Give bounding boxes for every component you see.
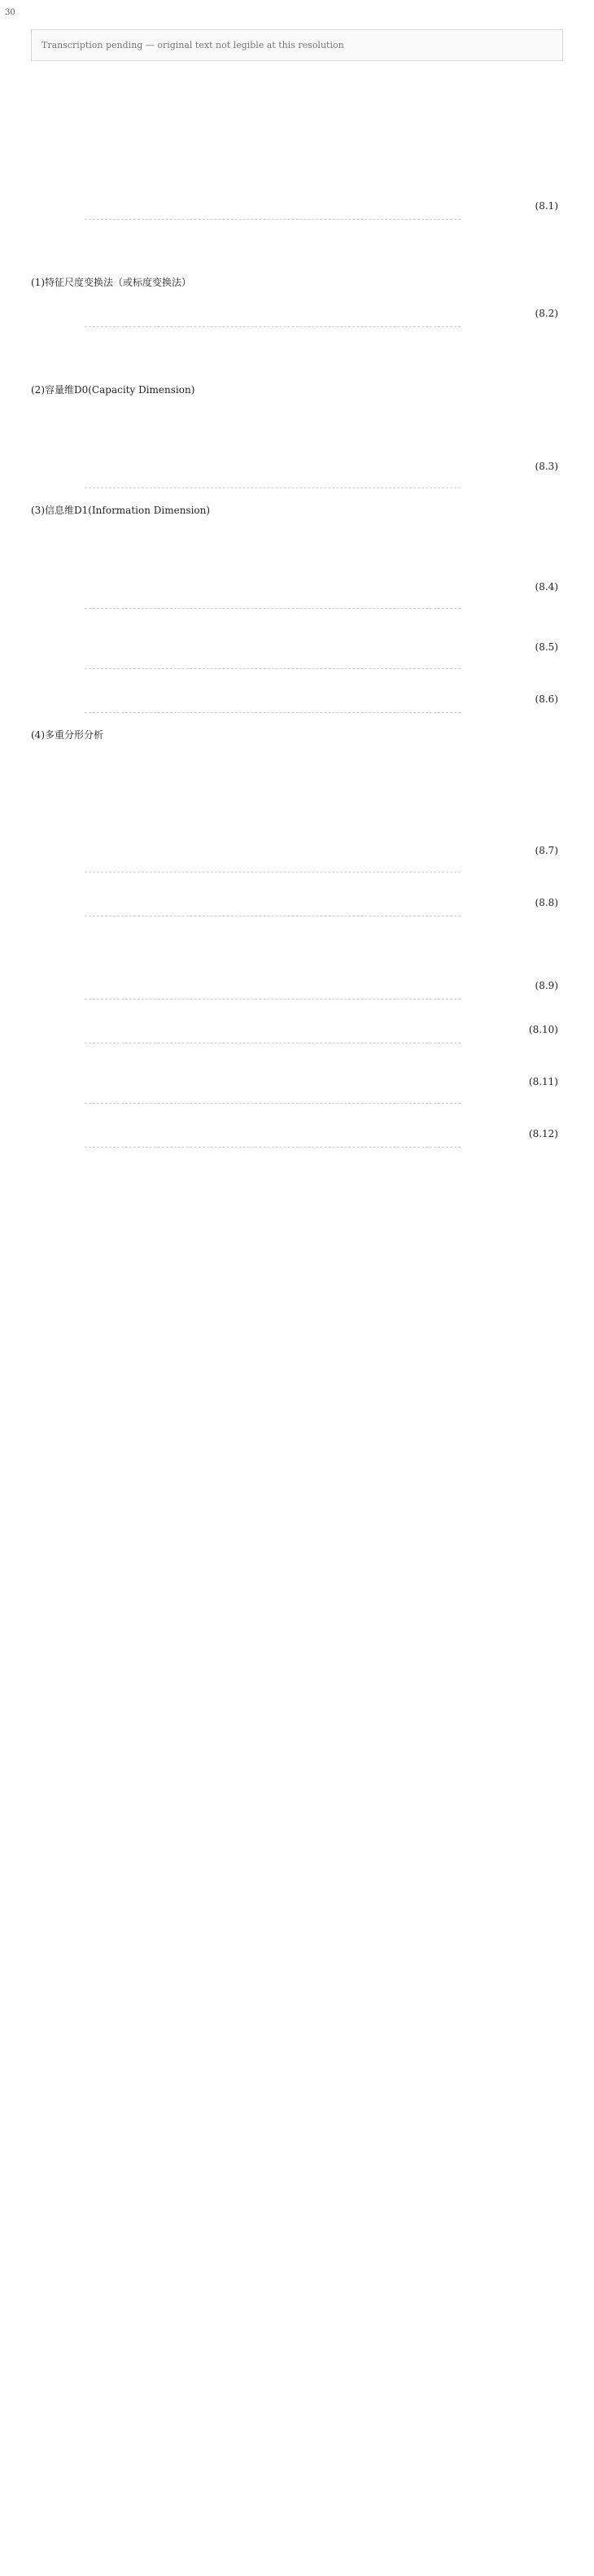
equation-body bbox=[85, 447, 461, 488]
equation-body bbox=[85, 831, 461, 873]
equation bbox=[11, 297, 583, 333]
equation-body bbox=[85, 302, 461, 327]
equation-body bbox=[85, 195, 461, 220]
equation-body bbox=[85, 1018, 461, 1043]
paragraph-placeholder bbox=[11, 341, 583, 374]
paragraph-placeholder bbox=[11, 234, 583, 266]
equation bbox=[11, 1013, 583, 1049]
equation bbox=[11, 623, 583, 675]
paragraph-placeholder bbox=[11, 930, 583, 963]
transcription-note: Transcription pending — original text not legible at this resolution bbox=[31, 29, 563, 61]
equation-number: (8.6) bbox=[535, 693, 558, 705]
paragraph-placeholder bbox=[11, 151, 583, 183]
paragraph-placeholder bbox=[11, 72, 583, 105]
equation bbox=[11, 1057, 583, 1109]
equation bbox=[11, 190, 583, 225]
equation-number: (8.9) bbox=[535, 980, 558, 991]
equation-number: (8.10) bbox=[528, 1024, 558, 1035]
equation-number: (8.11) bbox=[528, 1076, 558, 1087]
paragraph-placeholder bbox=[11, 523, 583, 556]
paragraph-placeholder bbox=[11, 1201, 583, 1233]
paragraph-placeholder bbox=[11, 787, 583, 820]
paragraph-placeholder bbox=[11, 112, 583, 144]
equation bbox=[11, 683, 583, 719]
equation-number: (8.5) bbox=[535, 641, 558, 653]
equation-body bbox=[85, 1122, 461, 1148]
paragraph-placeholder bbox=[11, 403, 583, 435]
section-heading: (2)容量维D0(Capacity Dimension) bbox=[31, 384, 195, 396]
equation-number: (8.2) bbox=[535, 308, 558, 319]
page-number: 30 bbox=[5, 8, 15, 17]
section-heading: (1)特征尺度变换法（或标度变换法） bbox=[31, 277, 191, 288]
equation-number: (8.7) bbox=[535, 845, 558, 856]
equation bbox=[11, 886, 583, 922]
equation-number: (8.12) bbox=[528, 1128, 558, 1139]
equation-body bbox=[85, 891, 461, 916]
equation bbox=[11, 1117, 583, 1153]
equation bbox=[11, 562, 583, 614]
paragraph-placeholder bbox=[11, 1161, 583, 1194]
equation-body bbox=[85, 1062, 461, 1104]
paragraph-placeholder bbox=[11, 748, 583, 781]
equation-number: (8.4) bbox=[535, 581, 558, 593]
equation-body bbox=[85, 688, 461, 713]
equation-number: (8.3) bbox=[535, 461, 558, 472]
equation-body bbox=[85, 974, 461, 999]
section-heading: (3)信息维D1(Information Dimension) bbox=[31, 505, 211, 516]
document-body bbox=[11, 8, 583, 1233]
equation-number: (8.1) bbox=[535, 200, 558, 212]
equation-number: (8.8) bbox=[535, 897, 558, 908]
equation bbox=[11, 826, 583, 878]
equation bbox=[11, 442, 583, 494]
equation-body bbox=[85, 628, 461, 669]
section-heading: (4)多重分形分析 bbox=[31, 729, 103, 741]
equation-body bbox=[85, 567, 461, 609]
equation bbox=[11, 969, 583, 1005]
